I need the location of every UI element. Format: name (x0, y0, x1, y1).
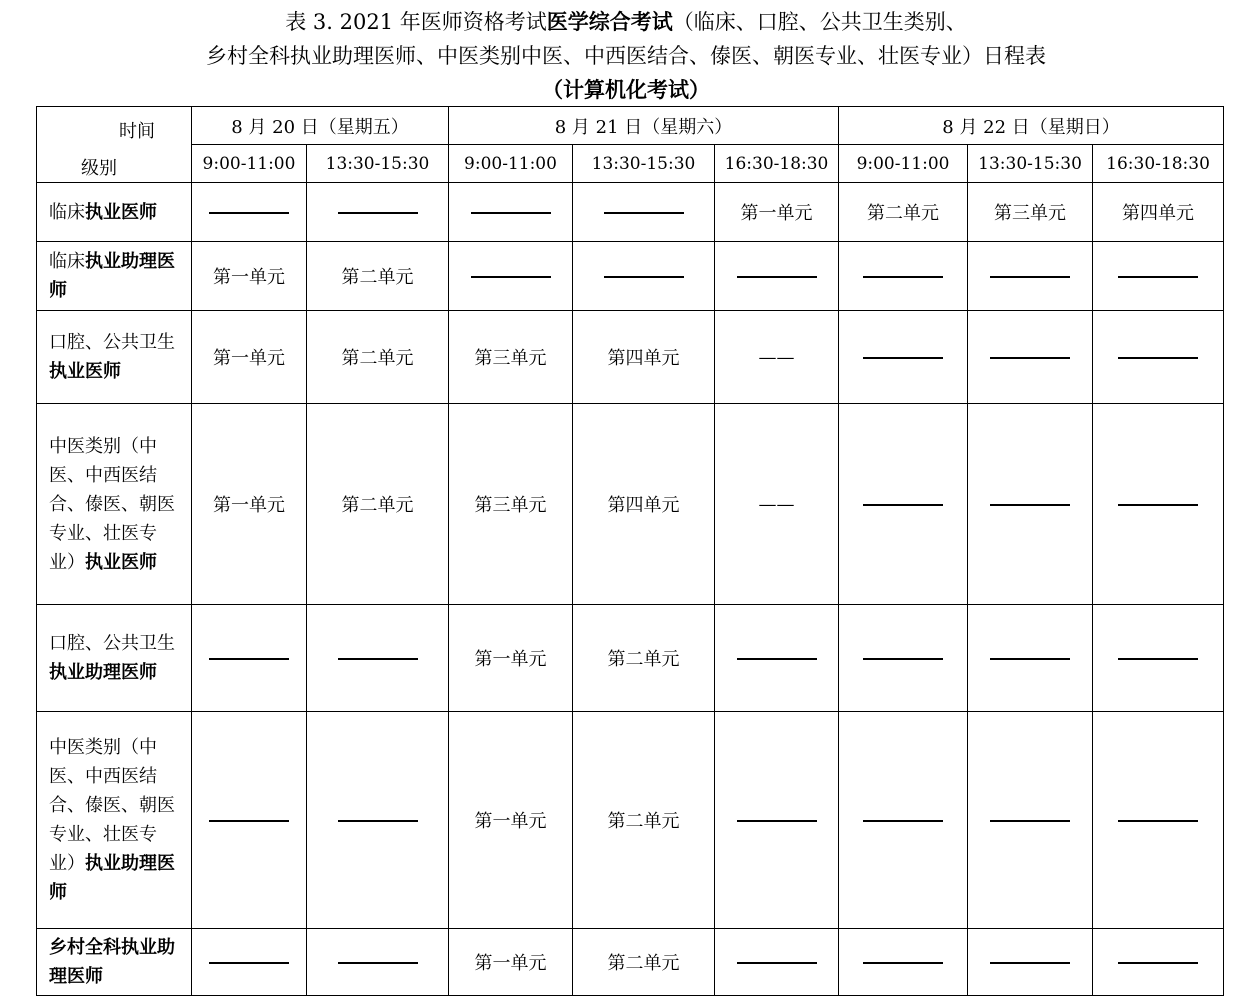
dash-line (471, 212, 551, 214)
exam-unit-cell (715, 404, 839, 605)
table-title-line-2: 乡村全科执业助理医师、中医类别中医、中西医结合、傣医、朝医专业、壮医专业）日程表 (206, 44, 1046, 68)
exam-unit-cell (307, 242, 449, 311)
dash-line (737, 276, 817, 278)
dash-line (990, 357, 1070, 359)
exam-unit-cell (307, 311, 449, 404)
exam-unit-text: 第二单元 (341, 348, 414, 369)
dash-line (737, 820, 817, 822)
table-row (37, 183, 1224, 242)
dash-line (604, 276, 684, 278)
dash-line (604, 212, 684, 214)
title-bold: 医学综合考试 (546, 9, 673, 34)
exam-schedule-table (36, 106, 1224, 996)
dash-line (209, 820, 289, 822)
exam-unit-cell (192, 311, 307, 404)
exam-unit-text: 第二单元 (341, 495, 414, 516)
dash-line (990, 504, 1070, 506)
exam-unit-text: 第一单元 (213, 495, 285, 516)
time-slot-header: 9:00-11:00 (839, 145, 968, 183)
exam-unit-cell (449, 404, 573, 605)
no-exam-cell (715, 242, 839, 311)
no-exam-cell (1093, 605, 1224, 712)
exam-unit-text: 第一单元 (474, 953, 547, 974)
category-label-plain: 中医类别（中医、中西医结合、傣医、朝医专业、壮医专业） (49, 435, 175, 573)
date-header-aug22: 8 月 22 日（星期日） (839, 107, 1224, 145)
dash-line (1118, 658, 1198, 660)
dash-line (863, 820, 943, 822)
dash-line (863, 357, 943, 359)
time-label: 时间 (119, 121, 155, 142)
exam-unit-text: 第二单元 (607, 953, 680, 974)
category-label-cell (37, 183, 192, 242)
exam-unit-cell (573, 404, 715, 605)
exam-unit-cell (968, 183, 1093, 242)
no-exam-cell (307, 605, 449, 712)
exam-unit-text: 第二单元 (607, 649, 680, 670)
exam-unit-text: 第一单元 (740, 203, 813, 224)
time-slot-header: 16:30-18:30 (1093, 145, 1224, 183)
table-row (37, 605, 1224, 712)
time-slot-header: 9:00-11:00 (449, 145, 573, 183)
dash-line (471, 276, 551, 278)
exam-unit-text: 第三单元 (474, 348, 547, 369)
title-prefix: 表 3. 2021 年医师资格考试 (285, 10, 547, 34)
exam-unit-cell (573, 311, 715, 404)
table-row (37, 404, 1224, 605)
header-corner-cell (37, 107, 192, 183)
exam-unit-text: 第四单元 (607, 495, 680, 516)
no-exam-cell (968, 605, 1093, 712)
no-exam-cell (839, 242, 968, 311)
dash-line (1118, 276, 1198, 278)
table-row (37, 712, 1224, 929)
category-label-cell (37, 605, 192, 712)
no-exam-cell (968, 311, 1093, 404)
dash-line (1118, 820, 1198, 822)
no-exam-cell (192, 712, 307, 929)
no-exam-cell (449, 242, 573, 311)
table-title-line-1 (0, 8, 1252, 36)
no-exam-cell (1093, 712, 1224, 929)
category-label-cell (37, 404, 192, 605)
dash-line (863, 962, 943, 964)
dash-line (1118, 962, 1198, 964)
exam-unit-text: 第三单元 (994, 203, 1067, 224)
exam-unit-text: 第二单元 (867, 203, 940, 224)
no-exam-cell (307, 712, 449, 929)
exam-unit-cell (192, 242, 307, 311)
exam-unit-cell (715, 311, 839, 404)
dash-line (1118, 357, 1198, 359)
exam-unit-cell (839, 183, 968, 242)
no-exam-cell (1093, 404, 1224, 605)
exam-unit-text: 第一单元 (213, 348, 285, 369)
time-slot-header: 9:00-11:00 (192, 145, 307, 183)
date-header-aug20: 8 月 20 日（星期五） (192, 107, 449, 145)
category-label-bold: 执业医师 (85, 201, 157, 223)
no-exam-cell (715, 929, 839, 996)
exam-unit-text: —— (758, 493, 795, 515)
no-exam-cell (968, 929, 1093, 996)
exam-unit-cell (449, 605, 573, 712)
exam-unit-cell (573, 712, 715, 929)
no-exam-cell (968, 712, 1093, 929)
category-label-plain: 中医类别（中医、中西医结合、傣医、朝医专业、壮医专业） (49, 737, 175, 874)
category-label-cell (37, 311, 192, 404)
dash-line (990, 658, 1070, 660)
time-slot-header: 13:30-15:30 (307, 145, 449, 183)
no-exam-cell (192, 605, 307, 712)
dash-line (990, 820, 1070, 822)
table-row (37, 929, 1224, 996)
level-label: 级别 (81, 158, 117, 179)
header-time-row (37, 145, 1224, 183)
category-label-plain: 口腔、公共卫生 (49, 332, 175, 353)
exam-unit-cell (192, 404, 307, 605)
table-title-line-3: （计算机化考试） (542, 77, 710, 102)
exam-unit-text: 第四单元 (607, 348, 680, 369)
table-row (37, 311, 1224, 404)
no-exam-cell (573, 242, 715, 311)
exam-unit-text: 第二单元 (607, 811, 680, 832)
category-label-bold: 执业助理医师 (49, 251, 175, 301)
exam-unit-cell (449, 712, 573, 929)
dash-line (990, 962, 1070, 964)
dash-line (338, 658, 418, 660)
no-exam-cell (715, 712, 839, 929)
no-exam-cell (449, 183, 573, 242)
date-header-aug21: 8 月 21 日（星期六） (449, 107, 839, 145)
dash-line (338, 212, 418, 214)
no-exam-cell (839, 311, 968, 404)
dash-line (737, 962, 817, 964)
no-exam-cell (715, 605, 839, 712)
dash-line (338, 820, 418, 822)
category-label-plain: 临床 (49, 201, 85, 223)
category-label-bold: 执业助理医师 (49, 853, 175, 903)
no-exam-cell (573, 183, 715, 242)
no-exam-cell (839, 929, 968, 996)
title-suffix: （临床、口腔、公共卫生类别、 (672, 10, 967, 34)
exam-unit-text: 第一单元 (474, 649, 547, 670)
no-exam-cell (968, 404, 1093, 605)
dash-line (209, 212, 289, 214)
exam-unit-text: 第三单元 (474, 495, 547, 516)
category-label-plain: 口腔、公共卫生 (49, 633, 175, 654)
category-label-cell (37, 242, 192, 311)
dash-line (209, 658, 289, 660)
exam-unit-text: 第一单元 (474, 811, 547, 832)
exam-unit-cell (307, 404, 449, 605)
time-slot-header: 16:30-18:30 (715, 145, 839, 183)
exam-unit-cell (573, 929, 715, 996)
category-label-bold: 执业助理医师 (49, 662, 157, 683)
exam-unit-cell (1093, 183, 1224, 242)
dash-line (990, 276, 1070, 278)
no-exam-cell (307, 929, 449, 996)
dash-line (863, 504, 943, 506)
no-exam-cell (1093, 242, 1224, 311)
category-label-cell (37, 929, 192, 996)
category-label-cell (37, 712, 192, 929)
exam-unit-text: 第四单元 (1122, 203, 1195, 224)
exam-unit-cell (449, 929, 573, 996)
dash-line (863, 658, 943, 660)
exam-unit-text: 第二单元 (341, 267, 414, 288)
category-label-bold: 执业医师 (49, 361, 121, 382)
exam-unit-cell (573, 605, 715, 712)
no-exam-cell (192, 929, 307, 996)
category-label-bold: 乡村全科执业助理医师 (49, 937, 175, 987)
no-exam-cell (839, 404, 968, 605)
no-exam-cell (307, 183, 449, 242)
time-slot-header: 13:30-15:30 (968, 145, 1093, 183)
dash-line (863, 276, 943, 278)
category-label-plain: 临床 (49, 251, 85, 272)
header-date-row (37, 107, 1224, 145)
dash-line (338, 962, 418, 964)
dash-line (1118, 504, 1198, 506)
dash-line (737, 658, 817, 660)
category-label-bold: 执业医师 (85, 551, 157, 573)
table-row (37, 242, 1224, 311)
no-exam-cell (839, 605, 968, 712)
dash-line (209, 962, 289, 964)
no-exam-cell (192, 183, 307, 242)
no-exam-cell (1093, 929, 1224, 996)
no-exam-cell (968, 242, 1093, 311)
schedule-body (37, 183, 1224, 996)
exam-unit-cell (449, 311, 573, 404)
time-slot-header: 13:30-15:30 (573, 145, 715, 183)
exam-unit-text: 第一单元 (213, 267, 285, 288)
exam-unit-cell (715, 183, 839, 242)
exam-unit-text: —— (758, 346, 795, 368)
no-exam-cell (1093, 311, 1224, 404)
no-exam-cell (839, 712, 968, 929)
